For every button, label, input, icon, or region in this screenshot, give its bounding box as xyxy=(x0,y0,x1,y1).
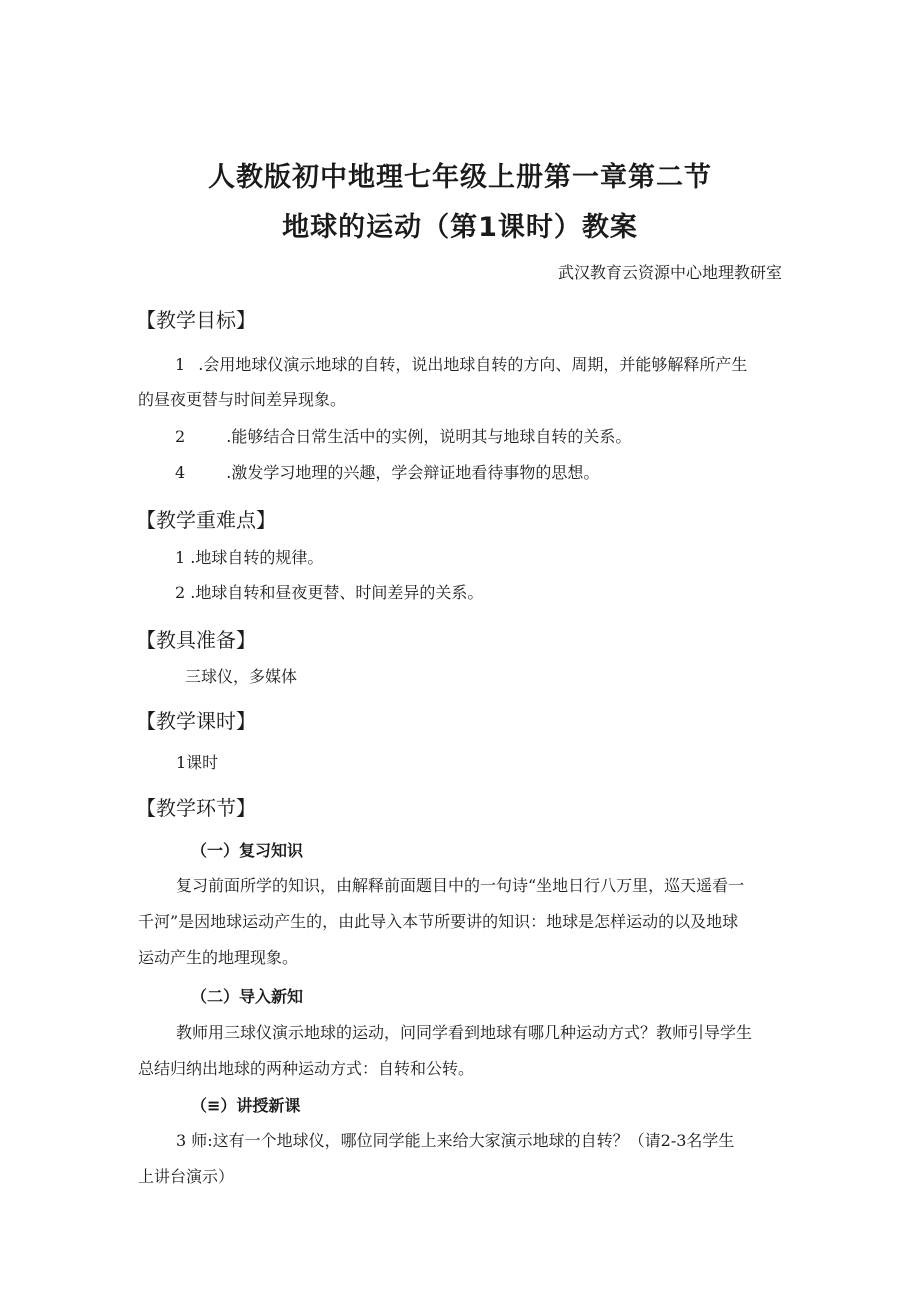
process-heading: 【教学环节】 xyxy=(136,796,256,820)
review-paragraph-line-2: 千河”是因地球运动产生的，由此导入本节所要讲的知识：地球是怎样运动的以及地球 xyxy=(138,912,739,931)
title-line-2: 地球的运动（第1课时）教案 xyxy=(282,212,638,243)
objective-1-number: 1 xyxy=(175,355,186,374)
teach-paragraph-line-2: 上讲台演示） xyxy=(138,1167,235,1186)
objective-3-text: .激发学习地理的兴趣，学会辩证地看待事物的思想。 xyxy=(226,463,600,482)
keypoint-1: 1 .地球自转的规律。 xyxy=(175,548,324,567)
objective-1 xyxy=(175,352,747,375)
tools-text: 三球仪，多媒体 xyxy=(185,667,298,686)
subsection-introduce: （二）导入新知 xyxy=(191,987,304,1006)
teach-paragraph-line-1: 3 师:这有一个地球仪，哪位同学能上来给大家演示地球的自转？（请2-3名学生 xyxy=(176,1131,735,1150)
objective-3 xyxy=(175,460,599,483)
tools-heading: 【教具准备】 xyxy=(136,628,256,652)
keypoints-heading: 【教学重难点】 xyxy=(136,508,276,532)
review-paragraph-line-3: 运动产生的地理现象。 xyxy=(138,948,299,967)
objective-2-text: .能够结合日常生活中的实例，说明其与地球自转的关系。 xyxy=(226,427,632,446)
objective-1-continuation: 的昼夜更替与时间差异现象。 xyxy=(138,390,347,409)
title-line-1: 人教版初中地理七年级上册第一章第二节 xyxy=(208,162,712,193)
introduce-paragraph-line-2: 总结归纳出地球的两种运动方式：自转和公转。 xyxy=(138,1059,475,1078)
hours-text: 1课时 xyxy=(176,753,219,772)
objective-2-number: 2 xyxy=(175,427,186,446)
author: 武汉教育云资源中心地理教研室 xyxy=(557,263,782,282)
subsection-teach: （≡）讲授新课 xyxy=(191,1096,301,1115)
objective-2 xyxy=(175,424,631,447)
objective-1-text: .会用地球仪演示地球的自转，说出地球自转的方向、周期，并能够解释所产生 xyxy=(198,355,748,374)
keypoint-2: 2 .地球自转和昼夜更替、时间差异的关系。 xyxy=(175,583,484,602)
objectives-heading: 【教学目标】 xyxy=(136,308,256,332)
review-paragraph-line-1: 复习前面所学的知识，由解释前面题目中的一句诗“坐地日行八万里，巡天遥看一 xyxy=(176,876,745,895)
introduce-paragraph-line-1: 教师用三球仪演示地球的运动，问同学看到地球有哪几种运动方式？教师引导学生 xyxy=(176,1023,753,1042)
subsection-review: （一）复习知识 xyxy=(191,841,304,860)
objective-3-number: 4 xyxy=(175,463,186,482)
hours-heading: 【教学课时】 xyxy=(136,709,256,733)
